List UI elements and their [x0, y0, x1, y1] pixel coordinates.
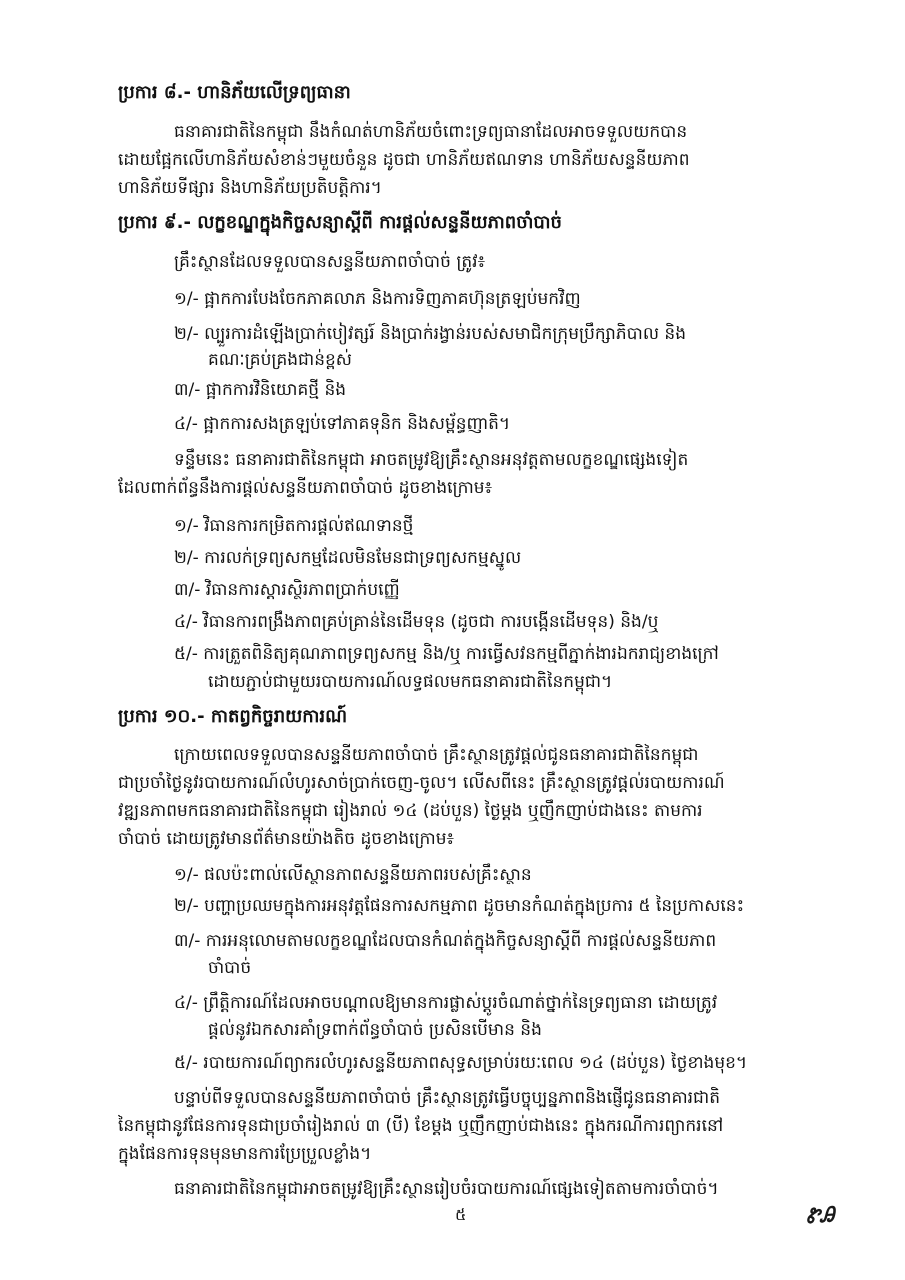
- article-9-para2-line-1: ទន្ទឹមនេះ ធនាគារជាតិនៃកម្ពុជា អាចតម្រូវឱ្យគ្រឹះស្ថានអនុវត្តតាមលក្ខខណ្ឌផ្សេងទៀត: [174, 450, 689, 470]
- page-number: ៥: [455, 1205, 467, 1224]
- article-8-line-1: ធនាគារជាតិនៃកម្ពុជា នឹងកំណត់ហានិភ័យចំពោះទ្រព្យធានាដែលអាចទទួលយកបាន: [174, 122, 688, 142]
- article-8-heading: ប្រការ ៨.- ហានិភ័យលើទ្រព្យធានា: [118, 82, 351, 103]
- article-10-para3: ធនាគារជាតិនៃកម្ពុជាអាចតម្រូវឱ្យគ្រឹះស្ថានរៀបចំរបាយការណ៍ផ្សេងទៀតតាមការចាំបាច់។: [174, 1179, 719, 1199]
- article-9-para2-line-2: ដែលពាក់ព័ន្ធនឹងការផ្តល់សន្ទនីយភាពចាំបាច់ ដូចខាងក្រោម៖: [118, 478, 493, 498]
- article-9-item-2-cont: គណៈគ្រប់គ្រងជាន់ខ្ពស់: [208, 350, 352, 370]
- article-9-condition-2: ២/- ការលក់ទ្រព្យសកម្មដែលមិនមែនជាទ្រព្យសកម្មស្នូល: [174, 548, 522, 568]
- article-10-para1-line-1: ក្រោយពេលទទួលបានសន្ទនីយភាពចាំបាច់ គ្រឹះស្ថានត្រូវផ្តល់ជូនធនាគារជាតិនៃកម្ពុជា: [174, 745, 699, 765]
- handwritten-initials: ᏑᎯ: [805, 1202, 836, 1228]
- article-10-item-3: ៣/- ការអនុលោមតាមលក្ខខណ្ឌដែលបានកំណត់ក្នុងកិច្ចសន្យាស្តីពី ការផ្តល់សន្ទនីយភាព: [174, 931, 717, 951]
- article-10-item-3-cont: ចាំបាច់: [208, 958, 252, 978]
- article-10-para2-line-2: នៃកម្ពុជានូវផែនការទុនជាប្រចាំរៀងរាល់ ៣ (បី) ខែម្តង ឬញឹកញាប់ជាងនេះ ក្នុងករណីការព្យាករនៅ: [118, 1116, 724, 1136]
- article-9-condition-4: ៤/- វិធានការពង្រឹងភាពគ្រប់គ្រាន់នៃដើមទុន (ដូចជា ការបង្កើនដើមទុន) និង/ឬ: [174, 612, 659, 632]
- article-9-item-3: ៣/- ផ្អាកការវិនិយោគថ្មី និង: [174, 380, 347, 400]
- article-9-item-4: ៤/- ផ្អាកការសងត្រឡប់ទៅភាគទុនិក និងសម្ព័ន្ធញាតិ។: [174, 414, 511, 434]
- article-10-heading: ប្រការ ១០.- កាតព្វកិច្ចរាយការណ៍: [118, 706, 348, 727]
- article-10-para1-line-3: វឌ្ឍនភាពមកធនាគារជាតិនៃកម្ពុជា រៀងរាល់ ១៤ (ដប់បួន) ថ្ងៃម្តង ឬញឹកញាប់ជាងនេះ តាមការ: [118, 801, 703, 821]
- article-10-item-1: ១/- ផលប៉ះពាល់លើស្ថានភាពសន្ទនីយភាពរបស់គ្រឹះស្ថាន: [174, 865, 532, 885]
- article-10-para1-line-2: ជាប្រចាំថ្ងៃនូវរបាយការណ៍លំហូរសាច់ប្រាក់ចេញ-ចូល។ លើសពីនេះ គ្រឹះស្ថានត្រូវផ្តល់របាយការណ៍: [118, 773, 725, 793]
- article-10-para2-line-1: បន្ទាប់ពីទទួលបានសន្ទនីយភាពចាំបាច់ គ្រឹះស្ថានត្រូវធ្វើបច្ចុប្បន្នភាពនិងផ្ញើជូនធនាគារជាតិ: [174, 1088, 721, 1108]
- article-9-intro: គ្រឹះស្ថានដែលទទួលបានសន្ទនីយភាពចាំបាច់ ត្រូវ៖: [174, 252, 486, 272]
- article-10-item-5: ៥/- របាយការណ៍ព្យាករលំហូរសន្ទនីយភាពសុទ្ធសម្រាប់រយៈពេល ១៤ (ដប់បួន) ថ្ងៃខាងមុខ។: [174, 1053, 748, 1073]
- article-10-item-4: ៤/- ព្រឹត្តិការណ៍ដែលអាចបណ្តាលឱ្យមានការផ្លាស់ប្តូរចំណាត់ថ្នាក់នៃទ្រព្យធានា ដោយត្រូវ: [174, 993, 718, 1013]
- article-9-condition-5-cont: ដោយភ្ជាប់ជាមួយរបាយការណ៍លទ្ធផលមកធនាគារជាតិនៃកម្ពុជា។: [208, 672, 613, 692]
- article-8-line-3: ហានិភ័យទីផ្សារ និងហានិភ័យប្រតិបត្តិការ។: [118, 178, 382, 198]
- article-10-para1-line-4: ចាំបាច់ ដោយត្រូវមានព័ត៌មានយ៉ាងតិច ដូចខាងក្រោម៖: [118, 829, 454, 849]
- article-10-para2-line-3: ក្នុងផែនការទុនមុនមានការប្រែប្រួលខ្លាំង។: [118, 1144, 372, 1164]
- article-9-condition-3: ៣/- វិធានការស្តារស្ថិរភាពប្រាក់បញ្ញើ: [174, 580, 400, 600]
- article-9-item-1: ១/- ផ្អាកការបែងចែកភាគលាភ និងការទិញភាគហ៊ុនត្រឡប់មកវិញ: [174, 289, 581, 309]
- article-9-condition-5: ៥/- ការត្រួតពិនិត្យគុណភាពទ្រព្យសកម្ម និង/ឬ ការធ្វើសវនកម្មពីភ្នាក់ងារឯករាជ្យខាងក្រៅ: [174, 644, 719, 664]
- article-9-heading: ប្រការ ៩.- លក្ខខណ្ឌក្នុងកិច្ចសន្យាស្តីពី ការផ្តល់សន្ទនីយភាពចាំបាច់: [118, 212, 562, 233]
- article-9-condition-1: ១/- វិធានការកម្រិតការផ្តល់ឥណទានថ្មី: [174, 516, 414, 536]
- article-8-line-2: ដោយផ្អែកលើហានិភ័យសំខាន់ៗមួយចំនួន ដូចជា ហានិភ័យឥណទាន ហានិភ័យសន្ទនីយភាព: [118, 150, 690, 170]
- article-9-item-2: ២/- ល្បួរការដំឡើងប្រាក់បៀវត្សរ៍ និងប្រាក់រង្វាន់របស់សមាជិកក្រុមប្រឹក្សាភិបាល និង: [174, 324, 687, 344]
- article-10-item-2: ២/- បញ្ហាប្រឈមក្នុងការអនុវត្តផែនការសកម្មភាព ដូចមានកំណត់ក្នុងប្រការ ៥ នៃប្រកាសនេះ: [174, 896, 745, 916]
- article-10-item-4-cont: ផ្តល់នូវឯកសារគាំទ្រពាក់ព័ន្ធចាំបាច់ ប្រសិនបើមាន និង: [208, 1020, 542, 1040]
